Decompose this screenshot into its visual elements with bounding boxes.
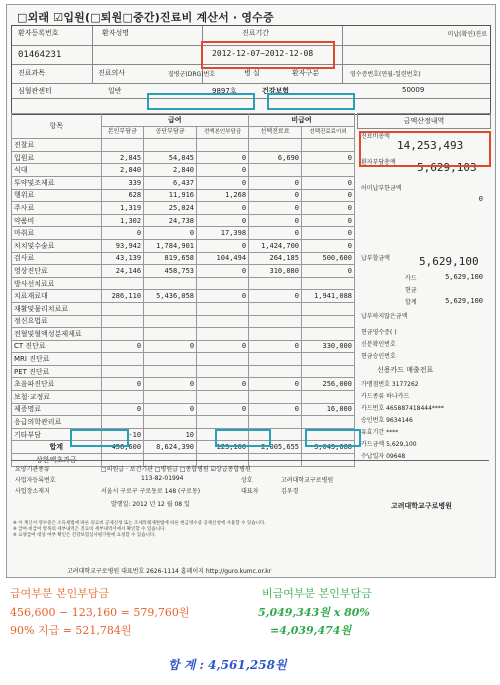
row-self-pay <box>101 139 144 152</box>
row-label: 행위료 <box>12 189 102 202</box>
row-self-pay <box>101 328 144 341</box>
patient-total-label: 환자부담총액 <box>361 159 396 166</box>
row-full-self: 0 <box>197 403 249 416</box>
other-total-highlight <box>305 429 361 447</box>
row-selective <box>249 277 302 290</box>
row-insurer-pay: 0 <box>144 403 197 416</box>
row-self-pay: 93,942 <box>101 239 144 252</box>
row-selective: 0 <box>249 214 302 227</box>
table-row <box>12 227 355 240</box>
row-self-pay: 2,845 <box>101 151 144 164</box>
row-self-pay <box>101 391 144 404</box>
row-insurer-pay <box>144 139 197 152</box>
table-row <box>12 340 355 353</box>
full-self-total-highlight <box>215 429 271 447</box>
row-self-pay <box>101 416 144 429</box>
row-other: 0 <box>302 151 355 164</box>
row-full-self <box>197 302 249 315</box>
row-label: 입원료 <box>12 151 102 164</box>
row-self-pay <box>101 365 144 378</box>
receipt-title: □외래 ☑입원(□퇴원□중간)진료비 계산서 · 영수증 <box>17 11 274 24</box>
row-self-pay: 628 <box>101 189 144 202</box>
col-item: 항목 <box>12 114 102 139</box>
row-self-pay: 24,146 <box>101 265 144 278</box>
row-self-pay: 0 <box>101 378 144 391</box>
address-label: 사업장소재지 <box>15 488 50 495</box>
col-selective: 선택진료료 <box>249 126 302 139</box>
row-full-self <box>197 391 249 404</box>
row-selective <box>249 391 302 404</box>
uncovered-calc-line2: =4,039,474원 <box>270 624 352 637</box>
table-row <box>12 378 355 391</box>
card-type: 카드종류 하나카드 <box>361 393 410 400</box>
biz-no-label: 사업자등록번호 <box>15 477 56 484</box>
row-insurer-pay: 0 <box>144 227 197 240</box>
rep-label: 대표자 <box>241 488 259 495</box>
row-insurer-pay <box>144 302 197 315</box>
patient-no-label: 환자등록번호 <box>18 29 59 37</box>
row-self-pay: 0 <box>101 403 144 416</box>
covered-header-highlight <box>147 93 255 110</box>
col-full-self: 전액본인부담금 <box>197 126 249 139</box>
dept-value: 심혈관센터 <box>18 87 52 95</box>
row-selective <box>249 302 302 315</box>
row-insurer-pay <box>144 277 197 290</box>
rep-name: 김우경 <box>281 488 299 495</box>
covered-calc-line1: 456,600 − 123,160 = 579,760원 <box>10 606 190 619</box>
row-selective: 1,424,700 <box>249 239 302 252</box>
card-amount-line: 카드금액 5,629,100 <box>361 441 417 448</box>
id-confirm-label: 신분확인번호 <box>361 341 396 348</box>
cash-receipt: 현금영수증( ) <box>361 329 397 336</box>
footer-line: 고려대학교구로병원 대표번호 2626-1114 홈페이지 http://guro.kumc.or.kr <box>67 568 272 575</box>
row-insurer-pay <box>144 391 197 404</box>
table-row <box>12 416 355 429</box>
row-self-pay: 1,302 <box>101 214 144 227</box>
row-full-self <box>197 328 249 341</box>
row-label: CT 진단료 <box>12 340 102 353</box>
row-selective: 264,185 <box>249 252 302 265</box>
row-label: 검사료 <box>12 252 102 265</box>
row-other: 256,000 <box>302 378 355 391</box>
row-label: 진찰료 <box>12 139 102 152</box>
drg-label: 질병군(DRG)번호 <box>168 71 216 78</box>
row-other <box>302 315 355 328</box>
upper-limit-label: 상한액초과금 <box>12 454 102 467</box>
hospital-kind: □의원급 · 보건기관 □병원급 □종합병원 ☑상급종합병원 <box>101 466 251 473</box>
row-label: 재활및물리치료료 <box>12 302 102 315</box>
row-other: 0 <box>302 202 355 215</box>
issued-date: 발행일: 2012 년 12 월 08 일 <box>111 501 190 508</box>
patient-no: 01464231 <box>18 50 62 60</box>
period-highlight <box>201 41 335 69</box>
hospital-name: 고려대학교구로병원 <box>281 477 334 484</box>
row-insurer-pay: 6,437 <box>144 176 197 189</box>
patient-total-highlight <box>359 131 491 167</box>
row-other <box>302 328 355 341</box>
period-label: 진료기간 <box>242 29 270 37</box>
total-cost-label: 진료비총액 <box>361 133 390 140</box>
card-slip-title: 신용카드 매출전표 <box>377 366 434 374</box>
biz-no: 113-82-01994 <box>141 475 184 482</box>
uncovered-calc-line1: 5,049,343원 x 80% <box>258 606 370 619</box>
table-row <box>12 139 355 152</box>
row-other: 0 <box>302 176 355 189</box>
total-full-self: 123,160 <box>197 441 249 454</box>
row-label: MRI 진단료 <box>12 353 102 366</box>
row-full-self <box>197 315 249 328</box>
row-selective <box>249 139 302 152</box>
row-selective: 0 <box>249 290 302 303</box>
row-full-self <box>197 365 249 378</box>
row-full-self: 0 <box>197 151 249 164</box>
col-other: 선택진료료이외 <box>302 126 355 139</box>
col-insurer-pay: 공단부담금 <box>144 126 197 139</box>
row-insurer-pay <box>144 328 197 341</box>
prepaid-label: 이미납부한금액 <box>361 185 402 192</box>
row-other: 500,600 <box>302 252 355 265</box>
row-full-self: 104,494 <box>197 252 249 265</box>
table-row <box>12 202 355 215</box>
row-insurer-pay: 54,045 <box>144 151 197 164</box>
table-row <box>12 391 355 404</box>
row-full-self <box>197 416 249 429</box>
doctor-label: 진료의사 <box>98 69 126 77</box>
row-label: 마취료 <box>12 227 102 240</box>
table-row <box>12 164 355 177</box>
row-selective: 0 <box>249 378 302 391</box>
row-full-self <box>197 353 249 366</box>
room-label: 병 실 <box>244 69 260 77</box>
insurance-value: 건강보험 <box>262 87 290 95</box>
row-other <box>302 416 355 429</box>
total-row <box>12 441 355 454</box>
row-insurer-pay: 24,738 <box>144 214 197 227</box>
row-insurer-pay: 458,753 <box>144 265 197 278</box>
table-row <box>12 365 355 378</box>
row-label: 제증명료 <box>12 403 102 416</box>
row-insurer-pay <box>144 365 197 378</box>
row-insurer-pay: 0 <box>144 340 197 353</box>
row-label: 정신요법료 <box>12 315 102 328</box>
grand-total: 합 계 : 4,561,258원 <box>168 658 287 672</box>
row-label: PET 진단료 <box>12 365 102 378</box>
row-selective <box>249 365 302 378</box>
installment: 유효기간 **** <box>361 429 399 436</box>
covered-calc-line2: 90% 지급 = 521,784원 <box>10 624 132 637</box>
row-self-pay: 2,840 <box>101 164 144 177</box>
uncovered-header-highlight <box>267 93 355 110</box>
row-label: 기타부담 <box>12 428 102 441</box>
table-row <box>12 189 355 202</box>
row-insurer-pay: 25,024 <box>144 202 197 215</box>
row-label: 보철·교정료 <box>12 391 102 404</box>
row-self-pay: 0 <box>101 227 144 240</box>
row-insurer-pay <box>144 353 197 366</box>
row-label: 전혈및혈액성분제제료 <box>12 328 102 341</box>
row-insurer-pay: 1,784,901 <box>144 239 197 252</box>
table-row <box>12 277 355 290</box>
row-full-self: 0 <box>197 378 249 391</box>
row-full-self: 0 <box>197 265 249 278</box>
row-selective <box>249 353 302 366</box>
row-insurer-pay: 11,916 <box>144 189 197 202</box>
row-full-self <box>197 277 249 290</box>
itemized-table <box>11 113 355 467</box>
row-self-pay: 339 <box>101 176 144 189</box>
total-insurer-pay: 8,624,390 <box>144 441 197 454</box>
row-selective <box>249 328 302 341</box>
unpaid-label: 납부하지않은금액 <box>361 313 408 320</box>
notes-block: ※ 이 계산서·영수증은 소득세법에 따른 의료비 공제신청 또는 조세특례제한법에 따른 현금영수증 공제신청에 사용할 수 있습니다. ※ 급여·비급여 항목의 세부내역은 진료비 세부내역서에서 확인할 수 있습니다. ※ 요양급여 대상 여부 확인은 건강보험심사평가원에 요청할 수 있습니다. <box>13 521 266 538</box>
total-selective: 2,005,655 <box>249 441 302 454</box>
sum-label: 합계 <box>405 299 417 306</box>
provider-info <box>11 460 489 521</box>
row-other <box>302 277 355 290</box>
row-selective: 6,690 <box>249 151 302 164</box>
row-self-pay <box>101 353 144 366</box>
itemized-rows <box>12 139 355 441</box>
col-covered: 급여 <box>101 114 249 127</box>
table-row <box>12 265 355 278</box>
row-label: 응급의학관리료 <box>12 416 102 429</box>
row-full-self: 0 <box>197 214 249 227</box>
row-label: 처치및수술료 <box>12 239 102 252</box>
row-selective: 310,080 <box>249 265 302 278</box>
receipt-no-label: 영수증번호(연월-일련번호) <box>350 71 421 78</box>
ward-value: 9897호 <box>212 87 237 95</box>
row-insurer-pay: 0 <box>144 378 197 391</box>
row-selective: 0 <box>249 403 302 416</box>
table-row <box>12 403 355 416</box>
row-insurer-pay <box>144 315 197 328</box>
row-selective <box>249 315 302 328</box>
table-row <box>12 353 355 366</box>
cash-approve-label: 현금승인번호 <box>361 353 396 360</box>
table-row <box>12 302 355 315</box>
row-other <box>302 365 355 378</box>
row-label: 투약및조제료 <box>12 176 102 189</box>
name-label: 상호 <box>241 477 253 484</box>
row-other: 330,000 <box>302 340 355 353</box>
merchant-no: 가맹점번호 3177262 <box>361 381 419 388</box>
row-selective: 0 <box>249 340 302 353</box>
sum-amount: 5,629,100 <box>445 297 483 305</box>
row-other <box>302 391 355 404</box>
total-cost: 14,253,493 <box>397 139 464 152</box>
table-row <box>12 239 355 252</box>
row-full-self: 17,398 <box>197 227 249 240</box>
table-row <box>12 290 355 303</box>
row-full-self <box>197 139 249 152</box>
row-self-pay: 0 <box>101 340 144 353</box>
row-other: 0 <box>302 214 355 227</box>
cash-label: 현금 <box>405 287 417 294</box>
dept-label: 진료과목 <box>18 69 46 77</box>
row-label: 주사료 <box>12 202 102 215</box>
copy-stamp: 미납(확인)진료 <box>447 31 487 38</box>
row-self-pay <box>101 302 144 315</box>
row-label: 방사선치료료 <box>12 277 102 290</box>
row-selective <box>249 416 302 429</box>
row-full-self: 0 <box>197 202 249 215</box>
table-row <box>12 151 355 164</box>
row-selective <box>249 164 302 177</box>
table-row <box>12 252 355 265</box>
card-amount: 5,629,100 <box>445 273 483 281</box>
row-label: 약품비 <box>12 214 102 227</box>
card-number: 카드번호 465887418444**** <box>361 405 444 412</box>
patient-name-label: 환자성명 <box>102 29 130 37</box>
row-label: 영상진단료 <box>12 265 102 278</box>
table-row <box>12 315 355 328</box>
row-self-pay <box>101 277 144 290</box>
row-self-pay: 43,139 <box>101 252 144 265</box>
row-other: 1,941,088 <box>302 290 355 303</box>
row-other <box>302 353 355 366</box>
row-other: 0 <box>302 189 355 202</box>
row-self-pay: 1,319 <box>101 202 144 215</box>
row-insurer-pay: 2,840 <box>144 164 197 177</box>
address: 서울시 구로구 구로동로 148 (구로동) <box>101 488 201 495</box>
patient-total: 5,629,103 <box>417 161 477 174</box>
hospital-logo: 고려대학교구로병원 <box>391 502 452 510</box>
row-other <box>302 302 355 315</box>
row-label: 치료재료대 <box>12 290 102 303</box>
covered-calc-title: 급여부분 본인부담금 <box>10 587 110 600</box>
table-row <box>12 428 355 441</box>
row-label: 초음파진단료 <box>12 378 102 391</box>
receipt-no: 50009 <box>402 86 425 94</box>
patient-type-label: 환자구분 <box>292 69 320 77</box>
treatment-period: 2012-12-07~2012-12-08 <box>212 49 314 58</box>
table-row <box>12 328 355 341</box>
row-insurer-pay: 5,436,058 <box>144 290 197 303</box>
table-row <box>12 214 355 227</box>
self-pay-total-highlight <box>70 429 129 447</box>
row-self-pay: -10 <box>101 428 144 441</box>
card-label: 카드 <box>405 275 417 282</box>
row-other <box>302 139 355 152</box>
row-selective: 0 <box>249 202 302 215</box>
total-self-pay: 456,600 <box>101 441 144 454</box>
row-selective: 0 <box>249 176 302 189</box>
hospital-kind-label: 요양기관종류 <box>15 466 50 473</box>
total-label: 합계 <box>12 441 102 454</box>
row-insurer-pay: 819,658 <box>144 252 197 265</box>
row-other: 0 <box>302 239 355 252</box>
amount-due-label: 납부할금액 <box>361 255 390 262</box>
row-full-self: 0 <box>197 290 249 303</box>
total-other: 3,043,688 <box>302 441 355 454</box>
row-full-self: 1,268 <box>197 189 249 202</box>
prepaid-value: 0 <box>478 195 483 203</box>
amount-due: 5,629,100 <box>419 255 479 268</box>
col-uncovered: 비급여 <box>249 114 355 127</box>
uncovered-calc-title: 비급여부분 본인부담금 <box>262 587 372 600</box>
row-insurer-pay: 10 <box>144 428 197 441</box>
row-other: 0 <box>302 265 355 278</box>
row-other <box>302 164 355 177</box>
summary-title: 금액산정내역 <box>357 113 491 129</box>
row-selective: 0 <box>249 189 302 202</box>
row-other: 0 <box>302 227 355 240</box>
row-self-pay <box>101 315 144 328</box>
row-full-self: 0 <box>197 239 249 252</box>
row-insurer-pay <box>144 416 197 429</box>
col-self-pay: 본인부담금 <box>101 126 144 139</box>
row-full-self: 0 <box>197 176 249 189</box>
approve-date: 수납일자 09648 <box>361 453 406 460</box>
class-value: 일반 <box>108 87 122 95</box>
table-row <box>12 176 355 189</box>
row-other: 16,000 <box>302 403 355 416</box>
row-self-pay: 286,110 <box>101 290 144 303</box>
row-full-self: 0 <box>197 340 249 353</box>
row-full-self: 0 <box>197 164 249 177</box>
row-label: 식대 <box>12 164 102 177</box>
approval-no: 승인번호 9634146 <box>361 417 413 424</box>
row-selective: 0 <box>249 227 302 240</box>
receipt-document <box>6 4 496 578</box>
